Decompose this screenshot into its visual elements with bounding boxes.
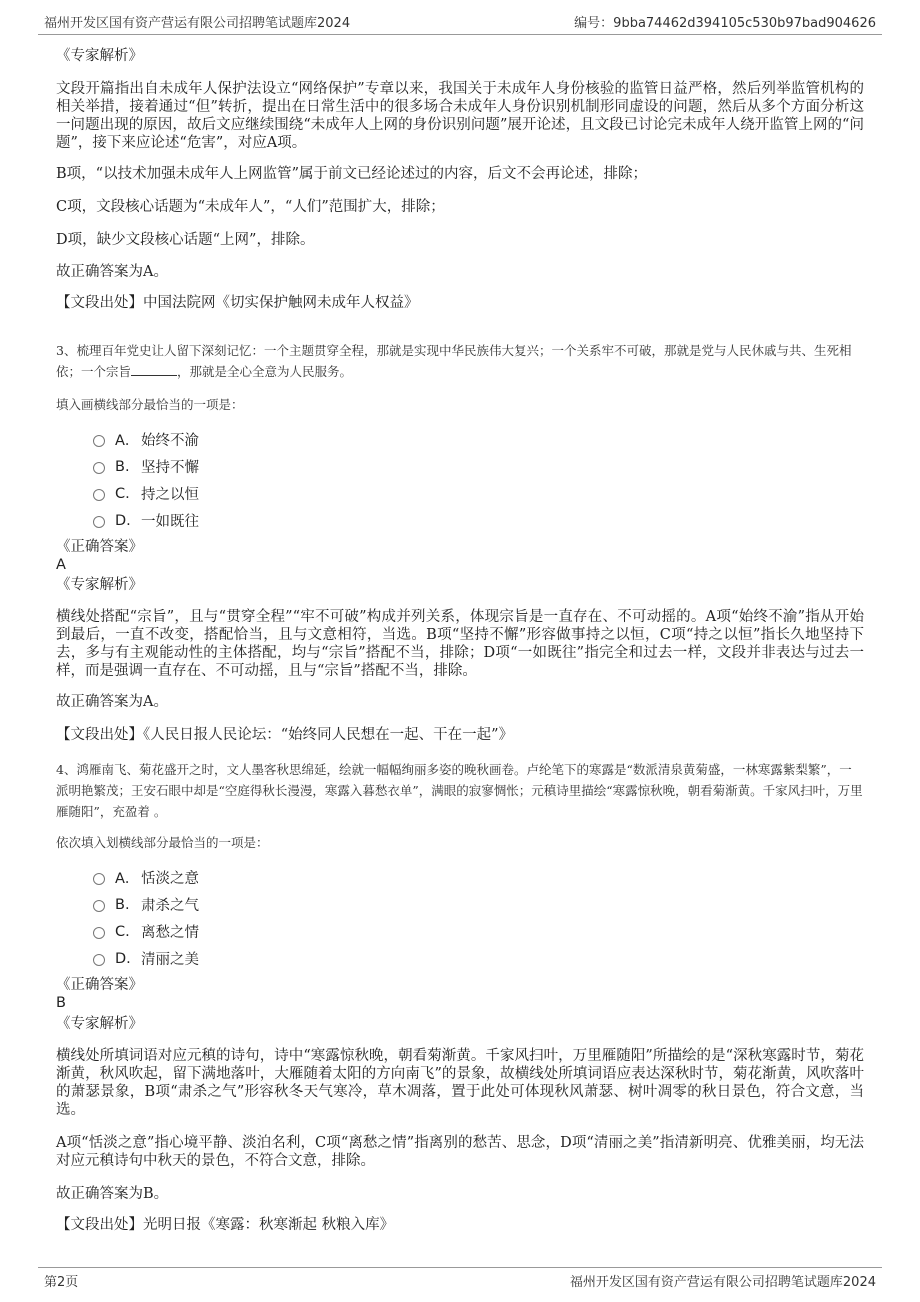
radio-icon[interactable] bbox=[93, 954, 105, 966]
q3-stem-before: 3、梳理百年党史让人留下深刻记忆：一个主题贯穿全程，那就是实现中华民族伟大复兴；一个关系牢不可破，那就是党与人民休戚与共、生死相依；一个宗旨 bbox=[56, 343, 852, 379]
q3-option-d[interactable]: D. 一如既往 bbox=[93, 510, 199, 531]
q4-option-c[interactable]: C. 离愁之情 bbox=[93, 921, 199, 942]
radio-icon[interactable] bbox=[93, 435, 105, 447]
q4-analysis-label: 《专家解析》 bbox=[56, 1016, 143, 1032]
radio-icon[interactable] bbox=[93, 900, 105, 912]
footer-title: 福州开发区国有资产营运有限公司招聘笔试题库2024 bbox=[569, 1275, 876, 1290]
radio-icon[interactable] bbox=[93, 873, 105, 885]
q4-conclusion: 故正确答案为B。 bbox=[56, 1186, 169, 1202]
q4-analysis-other-options: A项“恬淡之意”指心境平静、淡泊名利，C项“离愁之情”指离别的愁苦、思念，D项“清丽之美”指清新明亮、优雅美丽，均无法对应元稹诗句中秋天的景色，不符合文意，排除。 bbox=[56, 1135, 864, 1169]
q3-option-c[interactable]: C. 持之以恒 bbox=[93, 483, 199, 504]
radio-icon[interactable] bbox=[93, 489, 105, 501]
q4-option-d[interactable]: D. 清丽之美 bbox=[93, 948, 199, 969]
q3-stem-after: ，那就是全心全意为人民服务。 bbox=[177, 364, 353, 379]
q2-option-d-analysis: D项，缺少文段核心话题“上网”，排除。 bbox=[56, 232, 315, 248]
q4-analysis: 横线处所填词语对应元稹的诗句，诗中“寒露惊秋晚，朝看菊渐黄。千家风扫叶，万里雁随阳”所描绘的是“深秋寒露时节，菊花渐黄，秋风吹起，留下满地落叶，大雁随着太阳的方向南飞”的景象，故横线处所填词语应表达深秋时节，菊花渐黄，风吹落叶的萧瑟景象，B项“肃杀之气”形容秋冬天气寒冷，草木凋落，置于此处可体现秋风萧瑟、树叶凋零的秋日景色，符合文意，当选。 bbox=[56, 1048, 864, 1118]
header-divider bbox=[38, 34, 882, 35]
q2-conclusion: 故正确答案为A。 bbox=[56, 264, 168, 280]
q3-answer-label: 《正确答案》 bbox=[56, 539, 143, 555]
q3-option-a[interactable]: A． 始终不渝 bbox=[93, 429, 199, 450]
q4-option-a[interactable]: A． 恬淡之意 bbox=[93, 867, 199, 888]
q2-source: 【文段出处】中国法院网《切实保护触网未成年人权益》 bbox=[56, 295, 419, 311]
page-number: 第2页 bbox=[44, 1275, 79, 1290]
q2-analysis: 文段开篇指出自未成年人保护法设立“网络保护”专章以来，我国关于未成年人身份核验的监管日益严格，然后列举监管机构的相关举措，接着通过“但”转折，提出在日常生活中的很多场合未成年人身份识别机制形同虚设的问题，然后从多个方面分析这一问题出现的原因，故后文应继续围绕“未成年人上网的身份识别问题”展开论述，且文段已讨论完未成年人绕开监管上网的“问题”，接下来应论述“危害”，对应A项。 bbox=[56, 81, 864, 151]
q3-prompt: 填入画横线部分最恰当的一项是： bbox=[56, 397, 244, 412]
header-doc-id: 编号：9bba74462d394105c530b97bad904626 bbox=[574, 16, 876, 31]
q3-conclusion: 故正确答案为A。 bbox=[56, 694, 168, 710]
q2-analysis-label: 《专家解析》 bbox=[56, 48, 143, 64]
footer-divider bbox=[38, 1267, 882, 1268]
header-title: 福州开发区国有资产营运有限公司招聘笔试题库2024 bbox=[44, 16, 351, 31]
q4-answer: B bbox=[56, 995, 66, 1011]
q2-option-b-analysis: B项，“以技术加强未成年人上网监管”属于前文已经论述过的内容，后文不会再论述，排除； bbox=[56, 166, 647, 182]
q4-prompt: 依次填入划横线部分最恰当的一项是： bbox=[56, 835, 269, 850]
q3-source: 【文段出处】《人民日报人民论坛：“始终同人民想在一起、干在一起”》 bbox=[56, 727, 514, 743]
q3-analysis-label: 《专家解析》 bbox=[56, 577, 143, 593]
q4-option-b[interactable]: B. 肃杀之气 bbox=[93, 894, 199, 915]
q3-option-b[interactable]: B. 坚持不懈 bbox=[93, 456, 199, 477]
radio-icon[interactable] bbox=[93, 516, 105, 528]
q3-stem bbox=[56, 340, 864, 382]
q4-answer-label: 《正确答案》 bbox=[56, 977, 143, 993]
q3-answer: A bbox=[56, 557, 66, 573]
radio-icon[interactable] bbox=[93, 927, 105, 939]
page-footer bbox=[44, 1271, 876, 1291]
radio-icon[interactable] bbox=[93, 462, 105, 474]
q4-stem: 4、鸿雁南飞、菊花盛开之时，文人墨客秋思绵延，绘就一幅幅绚丽多姿的晚秋画卷。卢纶笔下的寒露是“数派清泉黄菊盛，一林寒露紫梨繁”，一派明艳繁茂；王安石眼中却是“空庭得秋长漫漫，寒露入暮愁衣单”，满眼的寂寥惆怅；元稹诗里描绘“寒露惊秋晚，朝看菊渐黄。千家风扫叶，万里雁随阳”，充盈着 。 bbox=[56, 762, 863, 819]
q3-analysis: 横线处搭配“宗旨”，且与“贯穿全程”“牢不可破”构成并列关系，体现宗旨是一直存在、不可动摇的。A项“始终不渝”指从开始到最后，一直不改变，搭配恰当，且与文意相符，当选。B项“坚持不懈”形容做事持之以恒，C项“持之以恒”指长久地坚持下去，多与有主观能动性的主体搭配，均与“宗旨”搭配不当，排除；D项“一如既往”指完全和过去一样，文段并非表达与过去一样，而是强调一直存在、不可动摇，且与“宗旨”搭配不当，排除。 bbox=[56, 609, 864, 679]
q4-source: 【文段出处】光明日报《寒露：秋寒渐起 秋粮入库》 bbox=[56, 1217, 395, 1233]
q2-option-c-analysis: C项，文段核心话题为“未成年人”，“人们”范围扩大，排除； bbox=[56, 199, 445, 215]
q3-blank bbox=[131, 363, 177, 376]
page-header bbox=[44, 12, 876, 32]
